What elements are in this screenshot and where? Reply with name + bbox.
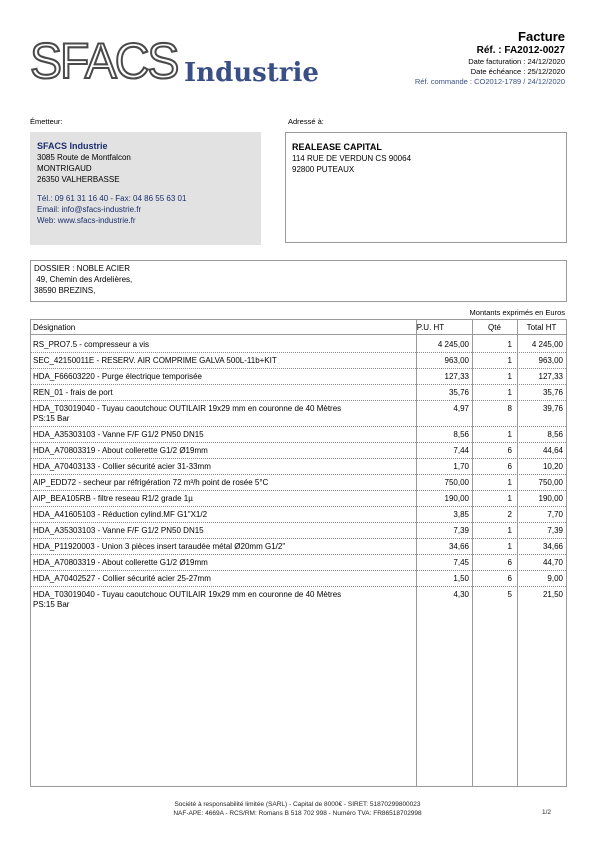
recipient-address-1: 114 RUE DE VERDUN CS 90064 <box>292 154 412 163</box>
row-quantity: 6 <box>507 462 512 471</box>
row-unit-price: 7,44 <box>453 446 469 455</box>
table-row <box>31 475 566 491</box>
row-total: 127,33 <box>538 372 563 381</box>
row-unit-price: 4,97 <box>453 404 469 413</box>
row-quantity: 1 <box>507 340 512 349</box>
header-total: Total HT <box>526 323 557 332</box>
row-unit-price: 7,45 <box>453 558 469 567</box>
row-unit-price: 1,50 <box>453 574 469 583</box>
table-header <box>31 320 566 335</box>
invoice-due-date: Date échéance : 25/12/2020 <box>470 67 565 76</box>
recipient-label: Adressé à: <box>288 117 324 126</box>
row-designation: HDA_A70803319 - About collerette G1/2 Ø19mm <box>33 558 208 567</box>
row-quantity: 1 <box>507 478 512 487</box>
row-unit-price: 963,00 <box>444 356 469 365</box>
recipient-address-2: 92800 PUTEAUX <box>292 165 355 174</box>
row-designation: RS_PRO7.5 - compresseur a vis <box>33 340 150 349</box>
row-designation: HDA_P11920003 - Union 3 pièces insert taraudée métal Ø20mm G1/2" <box>33 542 286 551</box>
row-quantity: 1 <box>507 388 512 397</box>
dossier-address-1: 49, Chemin des Ardelières, <box>34 275 133 284</box>
row-quantity: 6 <box>507 558 512 567</box>
row-unit-price: 7,39 <box>453 526 469 535</box>
emitter-label: Émetteur: <box>30 117 63 126</box>
row-designation-detail: PS:15 Bar <box>33 600 70 609</box>
row-quantity: 1 <box>507 372 512 381</box>
table-row <box>31 539 566 555</box>
row-unit-price: 34,66 <box>448 542 469 551</box>
order-ref: Réf. commande : CO2012-1789 / 24/12/2020 <box>414 77 565 86</box>
invoice-date: Date facturation : 24/12/2020 <box>468 57 565 66</box>
row-unit-price: 3,85 <box>453 510 469 519</box>
row-total: 44,64 <box>542 446 563 455</box>
dossier-address-2: 38590 BREZINS, <box>34 286 96 295</box>
table-row <box>31 369 566 385</box>
row-designation: HDA_A70803319 - About collerette G1/2 Ø19mm <box>33 446 208 455</box>
row-total: 34,66 <box>542 542 563 551</box>
dossier-name: DOSSIER : NOBLE ACIER <box>34 264 131 273</box>
invoice-table <box>30 319 567 787</box>
row-designation: HDA_A70402527 - Collier sécurité acier 25-27mm <box>33 574 211 583</box>
row-designation: HDA_T03019040 - Tuyau caoutchouc OUTILAIR 19x29 mm en couronne de 40 Mètres <box>33 404 342 413</box>
row-total: 4 245,00 <box>531 340 563 349</box>
row-total: 44,70 <box>542 558 563 567</box>
row-total: 750,00 <box>538 478 563 487</box>
emitter-email[interactable]: Email: info@sfacs-industrie.fr <box>37 205 142 214</box>
row-quantity: 1 <box>507 494 512 503</box>
header-unit-price: P.U. HT <box>416 323 445 332</box>
row-unit-price: 4 245,00 <box>437 340 469 349</box>
logo-brand: SFACS <box>30 33 178 90</box>
header-designation: Désignation <box>33 323 76 332</box>
row-designation: HDA_A35303103 - Vanne F/F G1/2 PN50 DN15 <box>33 526 204 535</box>
invoice-ref: Réf. : FA2012-0027 <box>476 45 565 56</box>
row-designation: REN_01 - frais de port <box>33 388 113 397</box>
footer <box>0 800 595 818</box>
row-unit-price: 127,33 <box>444 372 469 381</box>
table-row <box>31 401 566 427</box>
row-designation: HDA_A41605103 - Réduction cylind.MF G1"X1/2 <box>33 510 208 519</box>
row-quantity: 1 <box>507 356 512 365</box>
row-total: 9,00 <box>547 574 563 583</box>
row-quantity: 1 <box>507 430 512 439</box>
row-designation: AIP_BEA105RB - filtre reseau R1/2 grade 1µ <box>33 494 193 503</box>
row-total: 21,50 <box>542 590 563 599</box>
emitter-box <box>30 132 261 245</box>
table-row <box>31 571 566 587</box>
row-designation: HDA_A35303103 - Vanne F/F G1/2 PN50 DN15 <box>33 430 204 439</box>
table-row <box>31 491 566 507</box>
row-total: 7,39 <box>547 526 563 535</box>
invoice-header <box>415 29 565 87</box>
emitter-web[interactable]: Web: www.sfacs-industrie.fr <box>37 216 136 225</box>
emitter-address-2: MONTRIGAUD <box>37 164 92 173</box>
row-total: 963,00 <box>538 356 563 365</box>
emitter-phone: Tél.: 09 61 31 16 40 - Fax: 04 86 55 63 01 <box>37 194 187 203</box>
header-quantity: Qté <box>488 323 501 332</box>
page-number: 1/2 <box>541 809 551 816</box>
row-unit-price: 750,00 <box>444 478 469 487</box>
row-unit-price: 4,30 <box>453 590 469 599</box>
table-row <box>31 337 566 353</box>
logo-suffix: Industrie <box>184 58 319 88</box>
table-row <box>31 507 566 523</box>
row-designation-detail: PS:15 Bar <box>33 414 70 423</box>
table-row <box>31 385 566 401</box>
row-designation: HDA_A70403133 - Collier sécurité acier 31-33mm <box>33 462 211 471</box>
row-total: 190,00 <box>538 494 563 503</box>
row-quantity: 5 <box>507 590 512 599</box>
row-total: 8,56 <box>547 430 563 439</box>
row-quantity: 8 <box>507 404 512 413</box>
emitter-address-3: 26350 VALHERBASSE <box>37 175 120 184</box>
row-quantity: 6 <box>507 574 512 583</box>
invoice-title: Facture <box>518 29 565 44</box>
row-quantity: 2 <box>507 510 512 519</box>
table-row <box>31 353 566 369</box>
row-quantity: 1 <box>507 526 512 535</box>
footer-legal-2: NAF-APE: 4669A - RCS/RM: Romans B 518 702 998 - Numéro TVA: FR86518702998 <box>173 810 422 817</box>
table-row <box>31 587 566 612</box>
currency-note: Montants exprimés en Euros <box>469 308 565 317</box>
emitter-address-1: 3085 Route de Montfalcon <box>37 153 131 162</box>
company-logo <box>30 33 320 90</box>
row-unit-price: 8,56 <box>453 430 469 439</box>
row-designation: AIP_EDD72 - secheur par réfrigération 72 m³/h point de rosée 5°C <box>33 478 269 487</box>
row-unit-price: 190,00 <box>444 494 469 503</box>
row-designation: SEC_42150011E - RESERV. AIR COMPRIME GALVA 500L-11b+KIT <box>33 356 277 365</box>
row-total: 10,20 <box>542 462 563 471</box>
row-quantity: 1 <box>507 542 512 551</box>
table-row <box>31 459 566 475</box>
table-row <box>31 555 566 571</box>
row-total: 7,70 <box>547 510 563 519</box>
recipient-name: REALEASE CAPITAL <box>292 142 382 152</box>
table-row <box>31 443 566 459</box>
row-total: 35,76 <box>542 388 563 397</box>
emitter-name: SFACS Industrie <box>37 141 108 151</box>
recipient-box <box>285 132 567 243</box>
dossier-box <box>30 260 567 302</box>
row-designation: HDA_F66603220 - Purge électrique temporisée <box>33 372 202 381</box>
row-designation: HDA_T03019040 - Tuyau caoutchouc OUTILAIR 19x29 mm en couronne de 40 Mètres <box>33 590 342 599</box>
row-total: 39,76 <box>542 404 563 413</box>
row-quantity: 6 <box>507 446 512 455</box>
row-unit-price: 35,76 <box>448 388 469 397</box>
row-unit-price: 1,70 <box>453 462 469 471</box>
table-row <box>31 427 566 443</box>
footer-legal-1: Société à responsabilité limitée (SARL) - Capital de 8000€ - SIRET: 51870299800023 <box>174 801 421 808</box>
table-row <box>31 523 566 539</box>
